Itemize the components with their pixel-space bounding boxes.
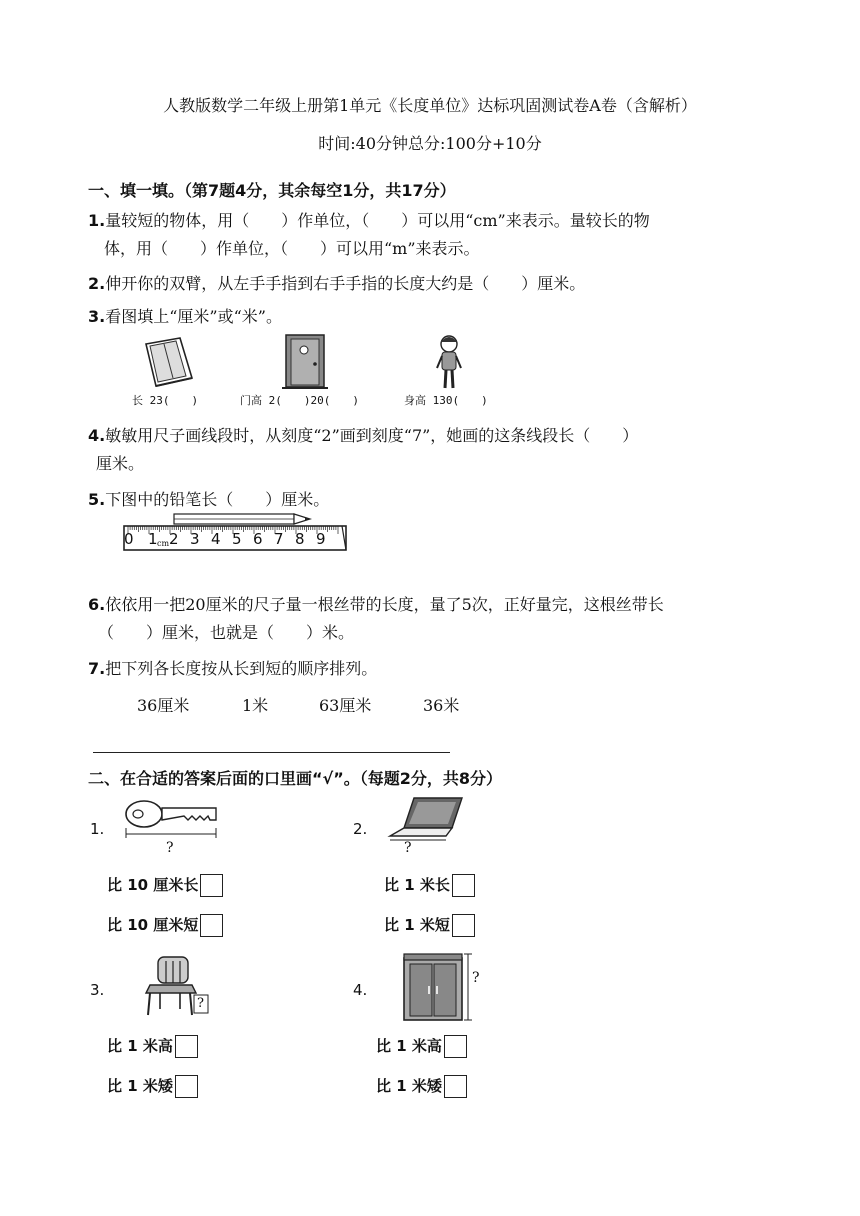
s2-item2-option2: 比 1 米短	[384, 914, 475, 937]
wardrobe-icon	[400, 952, 490, 1024]
document-title: 人教版数学二年级上册第1单元《长度单位》达标巩固测试卷A卷（含解析）	[163, 96, 697, 115]
q3: 3.看图填上“厘米”或“米”。	[88, 307, 282, 326]
s2-item4-question-mark: ?	[472, 970, 480, 986]
q3-caption-book: 长 23( )	[132, 394, 199, 407]
q7: 7.把下列各长度按从长到短的顺序排列。	[88, 659, 378, 678]
q4-line1: 4.敏敏用尺子画线段时，从刻度“2”画到刻度“7”，她画的这条线段长（ ）	[88, 426, 639, 445]
q7-item: 1米	[242, 696, 269, 715]
s2-item4-option2: 比 1 米矮	[376, 1075, 467, 1098]
q7-item: 36米	[423, 696, 460, 715]
document-subtitle: 时间:40分钟总分:100分+10分	[318, 134, 542, 153]
ruler-label: 7	[274, 530, 284, 548]
s2-item1-question-mark: ?	[166, 840, 174, 856]
q6-line1: 6.依依用一把20厘米的尺子量一根丝带的长度，量了5次，正好量完，这根丝带长	[88, 595, 664, 614]
answer-line[interactable]	[93, 752, 450, 753]
chair-icon	[140, 955, 220, 1019]
ruler-label: 9	[316, 530, 326, 548]
checkbox[interactable]	[452, 914, 475, 937]
ruler-label: 8	[295, 530, 305, 548]
q3-caption-height: 身高 130( )	[404, 394, 488, 407]
ruler-label: 1	[148, 530, 158, 548]
checkbox[interactable]	[444, 1035, 467, 1058]
checkbox[interactable]	[444, 1075, 467, 1098]
s2-item1-option1: 比 10 厘米长	[107, 874, 223, 897]
s2-item2-number: 2.	[353, 820, 368, 838]
q3-caption-door: 门高 2( )20( )	[240, 394, 359, 407]
pencil-icon	[174, 514, 310, 524]
ruler-label: 0	[124, 530, 134, 548]
checkbox[interactable]	[200, 914, 223, 937]
checkbox[interactable]	[175, 1035, 198, 1058]
q1-line2: 体，用（ ）作单位，（ ）可以用“m”来表示。	[104, 239, 480, 258]
checkbox[interactable]	[452, 874, 475, 897]
s2-item4-option1: 比 1 米高	[376, 1035, 467, 1058]
q2: 2.伸开你的双臂，从左手手指到右手手指的长度大约是（ ）厘米。	[88, 274, 586, 293]
ruler-label: 6	[253, 530, 263, 548]
s2-item2-question-mark: ?	[404, 840, 412, 856]
s2-item3-option2: 比 1 米矮	[107, 1075, 198, 1098]
section1-heading: 一、填一填。（第7题4分，其余每空1分，共17分）	[88, 181, 456, 200]
q7-item: 36厘米	[137, 696, 190, 715]
ruler-label: 2	[169, 530, 179, 548]
ruler-label: 5	[232, 530, 242, 548]
s2-item1-option2: 比 10 厘米短	[107, 914, 223, 937]
ruler-label: 4	[211, 530, 221, 548]
s2-item2-option1: 比 1 米长	[384, 874, 475, 897]
section2-heading: 二、在合适的答案后面的口里画“√”。（每题2分，共8分）	[88, 769, 502, 788]
q6-line2: （ ）厘米，也就是（ ）米。	[98, 623, 355, 642]
s2-item3-option1: 比 1 米高	[107, 1035, 198, 1058]
q7-item: 63厘米	[319, 696, 372, 715]
q4-line2: 厘米。	[96, 454, 145, 473]
checkbox[interactable]	[200, 874, 223, 897]
ruler-labels	[124, 530, 354, 550]
s2-item1-number: 1.	[90, 820, 105, 838]
child-icon	[434, 334, 464, 390]
ruler-label: 3	[190, 530, 200, 548]
q1-line1: 1.量较短的物体，用（ ）作单位，（ ）可以用“cm”来表示。量较长的物	[88, 211, 650, 230]
s2-item3-question-mark: ?	[197, 996, 204, 1011]
q5: 5.下图中的铅笔长（ ）厘米。	[88, 490, 330, 509]
ruler-unit: cm	[157, 539, 170, 548]
s2-item3-number: 3.	[90, 981, 105, 999]
checkbox[interactable]	[175, 1075, 198, 1098]
s2-item4-number: 4.	[353, 981, 368, 999]
laptop-icon	[382, 794, 468, 850]
book-icon	[140, 334, 196, 390]
door-icon	[282, 333, 328, 391]
